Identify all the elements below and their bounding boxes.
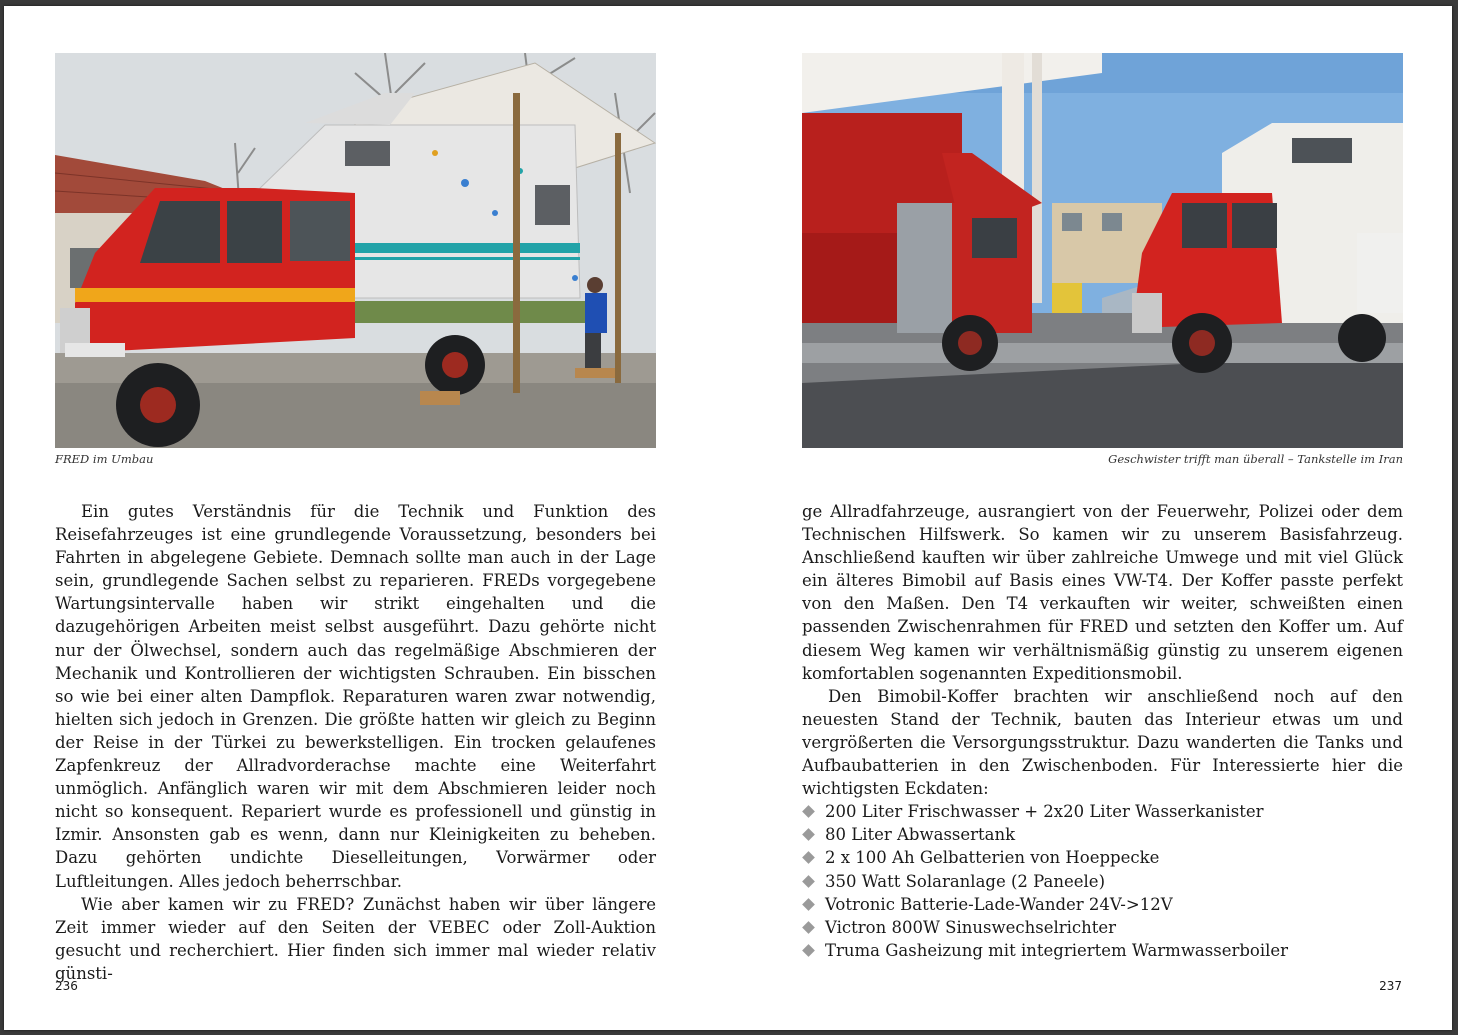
list-item: [802, 870, 1403, 893]
list-item-text: 80 Liter Abwassertank: [825, 825, 1016, 845]
list-item-text: Votronic Batterie-Lade-Wander 24V->12V: [825, 894, 1173, 914]
gas-station-trucks-photo: [802, 53, 1403, 448]
body-text: [55, 500, 656, 985]
photo-caption: Geschwister trifft man überall – Tankstelle im Iran: [1108, 452, 1403, 466]
list-item: [802, 939, 1403, 962]
photo-caption: FRED im Umbau: [55, 452, 154, 466]
paragraph: ge Allradfahrzeuge, ausrangiert von der Feuerwehr, Polizei oder dem Technischen Hilfswerk. So kamen wir zu unserem Basisfahrzeug. Anschließend kauften wir über zahlreiche Umwege und mit viel Glück ein älteres Bimobil auf Basis eines VW-T4. Der Koffer passte perfekt von den Maßen. Den T4 verkauften wir weiter, schweißten einen passenden Zwischenrahmen für FRED und setzten den Koffer um. Auf diesem Weg kamen wir verhältnismäßig günstig zu unserem eigenen komfortablen sogenannten Expeditionsmobil.: [802, 502, 1403, 683]
list-item: [802, 916, 1403, 939]
left-page: [4, 6, 728, 1030]
paragraph: Den Bimobil-Koffer brachten wir anschließend noch auf den neuesten Stand der Technik, bauten das Interieur etwas um und vergrößerten die Versorgungsstruktur. Dazu wanderten die Tanks und Aufbaubatterien in den Zwischenboden. Für Interessierte hier die wichtigsten Eckdaten:: [802, 686, 1403, 799]
specs-list: [802, 800, 1403, 962]
truck-conversion-illustration: [55, 53, 656, 448]
list-item-text: Truma Gasheizung mit integriertem Warmwasserboiler: [825, 940, 1289, 960]
diamond-bullet-icon: [802, 944, 815, 957]
list-item: [802, 823, 1403, 846]
list-item-text: 350 Watt Solaranlage (2 Paneele): [825, 871, 1106, 891]
list-item: [802, 800, 1403, 823]
diamond-bullet-icon: [802, 852, 815, 865]
paragraph: Wie aber kamen wir zu FRED? Zunächst haben wir über längere Zeit immer wieder auf den Seiten der VEBEC oder Zoll-Auktion gesucht und recherchiert. Hier finden sich immer mal wieder relativ günsti-: [55, 894, 656, 983]
truck-conversion-photo: [55, 53, 656, 448]
diamond-bullet-icon: [802, 875, 815, 888]
right-page: [728, 6, 1452, 1030]
book-spread: [4, 6, 1452, 1030]
page-number: 236: [55, 979, 78, 993]
page-number: 237: [1379, 979, 1402, 993]
list-item-text: 2 x 100 Ah Gelbatterien von Hoeppecke: [825, 848, 1160, 868]
list-item: [802, 846, 1403, 869]
diamond-bullet-icon: [802, 898, 815, 911]
list-item-text: 200 Liter Frischwasser + 2x20 Liter Wasserkanister: [825, 802, 1264, 822]
gas-station-illustration: [802, 53, 1403, 448]
list-item: [802, 893, 1403, 916]
diamond-bullet-icon: [802, 921, 815, 934]
diamond-bullet-icon: [802, 828, 815, 841]
list-item-text: Victron 800W Sinuswechselrichter: [825, 917, 1117, 937]
paragraph: Ein gutes Verständnis für die Technik und Funktion des Reisefahrzeuges ist eine grundlegende Voraussetzung, besonders bei Fahrten in abgelegene Gebiete. Demnach sollte man auch in der Lage sein, grundlegende Sachen selbst zu reparieren. FREDs vorgegebene Wartungsintervalle haben wir strikt eingehalten und die dazugehörigen Arbeiten meist selbst ausgeführt. Dazu gehörte nicht nur der Ölwechsel, sondern auch das regelmäßige Abschmieren der Mechanik und Kontrollieren der wichtigsten Schrauben. Ein bisschen so wie bei einer alten Dampflok. Reparaturen waren zwar notwendig, hielten sich jedoch in Grenzen. Die größte hatten wir gleich zu Beginn der Reise in der Türkei zu bewerkstelligen. Ein trocken gelaufenes Zapfenkreuz der Allradvorderachse machte eine Weiterfahrt unmöglich. Anfänglich waren wir mit dem Abschmieren leider noch nicht so konsequent. Repariert wurde es professionell und günstig in Izmir. Ansonsten gab es wenn, dann nur Kleinigkeiten zu beheben. Dazu gehörten undichte Dieselleitungen, Vorwärmer oder Luftleitungen. Alles jedoch beherrschbar.: [55, 502, 656, 891]
body-text: [802, 500, 1403, 962]
diamond-bullet-icon: [802, 805, 815, 818]
